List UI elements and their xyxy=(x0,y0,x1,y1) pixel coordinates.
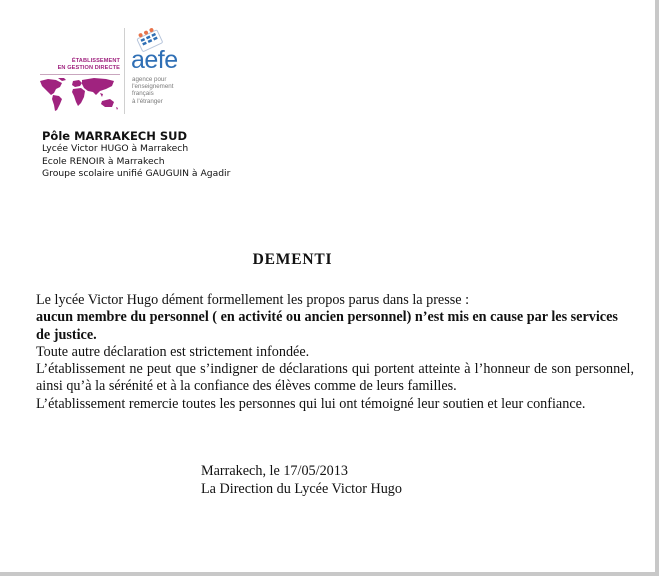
pole-school-line: Ecole RENOIR à Marrakech xyxy=(42,155,165,167)
signature-block xyxy=(201,462,402,498)
signatory: La Direction du Lycée Victor Hugo xyxy=(201,481,402,497)
aefe-tagline-line2: l'enseignement xyxy=(132,83,174,91)
document-body xyxy=(36,292,634,413)
egd-divider xyxy=(40,74,120,75)
indignation-paragraph: L’établissement ne peut que s’indigner de déclarations qui portent atteinte à l’honneur de son personnel, ainsi qu’à la sérénité et à la confiance des élèves comme de leurs familles. xyxy=(36,361,634,395)
aefe-tagline-line1: agence pour xyxy=(132,76,167,83)
pole-title: Pôle MARRAKECH SUD xyxy=(42,129,188,143)
document-title: DEMENTI xyxy=(252,251,333,268)
place-date: Marrakech, le 17/05/2013 xyxy=(201,463,348,479)
logo-divider xyxy=(124,28,125,114)
aefe-wordmark: aefe xyxy=(131,46,178,74)
pole-school-line: Groupe scolaire unifié GAUGUIN à Agadir xyxy=(42,168,231,179)
intro-paragraph: Le lycée Victor Hugo dément formellement les propos parus dans la presse : xyxy=(36,292,470,308)
pole-school-line: Lycée Victor HUGO à Marrakech xyxy=(42,143,189,154)
thanks-paragraph: L’établissement remercie toutes les personnes qui lui ont témoigné leur soutien et leur confiance. xyxy=(36,395,586,412)
aefe-logo xyxy=(36,22,206,118)
aefe-tagline-line4: à l'étranger xyxy=(132,97,163,105)
egd-label-line1: ÉTABLISSEMENT xyxy=(71,58,120,64)
bold-statement: aucun membre du personnel ( en activité ou ancien personnel) n’est mis en cause par les services de justice. xyxy=(36,309,618,343)
aefe-tagline xyxy=(132,76,173,105)
world-map-icon xyxy=(38,77,120,113)
aefe-tagline-line3: français xyxy=(132,90,154,98)
egd-label-line2: EN GESTION DIRECTE xyxy=(57,65,120,71)
unfounded-paragraph: Toute autre déclaration est strictement infondée. xyxy=(36,343,310,360)
pole-header xyxy=(42,129,230,181)
egd-label xyxy=(36,58,120,72)
